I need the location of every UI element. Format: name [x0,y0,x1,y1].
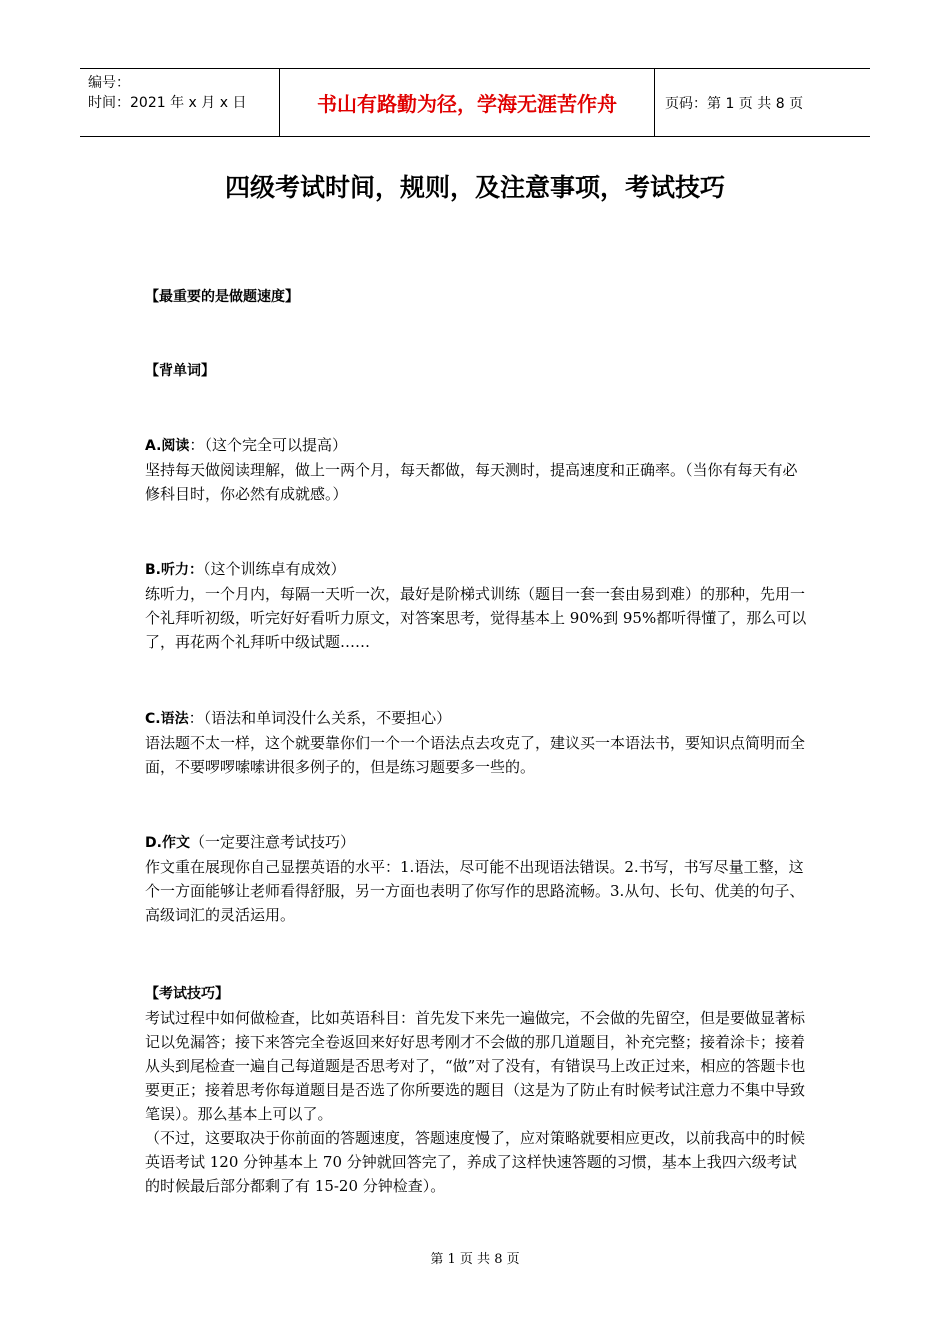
writing-body: 作文重在展现你自己显摆英语的水平：1.语法，尽可能不出现语法错误。2.书写，书写尽量工整，这个一方面能够让老师看得舒服，另一方面也表明了你写作的思路流畅。3.从句、长句、优美的句子、高级词汇的灵活运用。 [145,858,805,924]
grammar-section [145,706,810,779]
listening-section [145,557,810,654]
listening-body: 练听力，一个月内，每隔一天听一次，最好是阶梯式训练（题目一套一套由易到难）的那种，先用一个礼拜听初级，听完好好看听力原文，对答案思考，觉得基本上 90%到 95%都听得懂了，那么可以了，再花两个礼拜听中级试题…… [145,585,807,651]
reading-label: A.阅读 [145,438,190,454]
tips-heading: 【考试技巧】 [145,986,229,1002]
number-label: 编号： [88,75,130,91]
header-table [80,68,870,137]
grammar-colon: ： [188,709,204,727]
page-info: 页码：第 1 页 共 8 页 [665,95,804,112]
grammar-note: （语法和单词没什么关系，不要担心） [203,709,452,727]
vocab-heading: 【背单词】 [145,363,215,379]
listening-label: B.听力： [145,562,203,578]
page-footer: 第 1 页 共 8 页 [430,1252,520,1267]
reading-note: （这个完全可以提高） [204,436,347,454]
reading-section [145,433,810,506]
tips-body-2: （不过，这要取决于你前面的答题速度，答题速度慢了，应对策略就要相应更改，以前我高中的时候英语考试 120 分钟基本上 70 分钟就回答完了，养成了这样快速答题的习惯，基本上我四六级考试的时候最后部分都剩了有 15-20 分钟检查）。 [145,1129,806,1195]
writing-label: D.作文 [145,835,190,851]
tips-body-1: 考试过程中如何做检查，比如英语科目：首先发下来先一遍做完，不会做的先留空，但是要做显著标记以免漏答；接下来答完全卷返回来好好思考刚才不会做的那几道题目，补充完整；接着涂卡；接着从头到尾检查一遍自己每道题是否思考对了，“做”对了没有，有错误马上改正过来，相应的答题卡也要更正；接着思考你每道题目是否选了你所要选的题目（这是为了防止有时候考试注意力不集中导致笔误）。那么基本上可以了。 [145,1009,806,1123]
writing-note: （一定要注意考试技巧） [189,833,355,851]
grammar-body: 语法题不太一样，这个就要靠你们一个一个语法点去攻克了，建议买一本语法书，要知识点简明而全面，不要啰啰嗦嗦讲很多例子的，但是练习题要多一些的。 [145,734,806,776]
date-label: 时间：2021 年 x 月 x 日 [88,95,247,111]
reading-colon: ： [189,436,205,454]
page-title: 四级考试时间，规则，及注意事项，考试技巧 [224,173,725,202]
tips-section [145,982,810,1198]
reading-body: 坚持每天做阅读理解，做上一两个月，每天都做，每天测时，提高速度和正确率。（当你有每天有必修科目时，你必然有成就感。） [145,461,798,503]
speed-heading: 【最重要的是做题速度】 [145,289,299,305]
listening-note: （这个训练卓有成效） [203,560,346,578]
grammar-label: C.语法 [145,711,189,727]
writing-section [145,830,810,927]
motto: 书山有路勤为径，学海无涯苦作舟 [280,69,655,136]
header-meta [80,69,280,136]
